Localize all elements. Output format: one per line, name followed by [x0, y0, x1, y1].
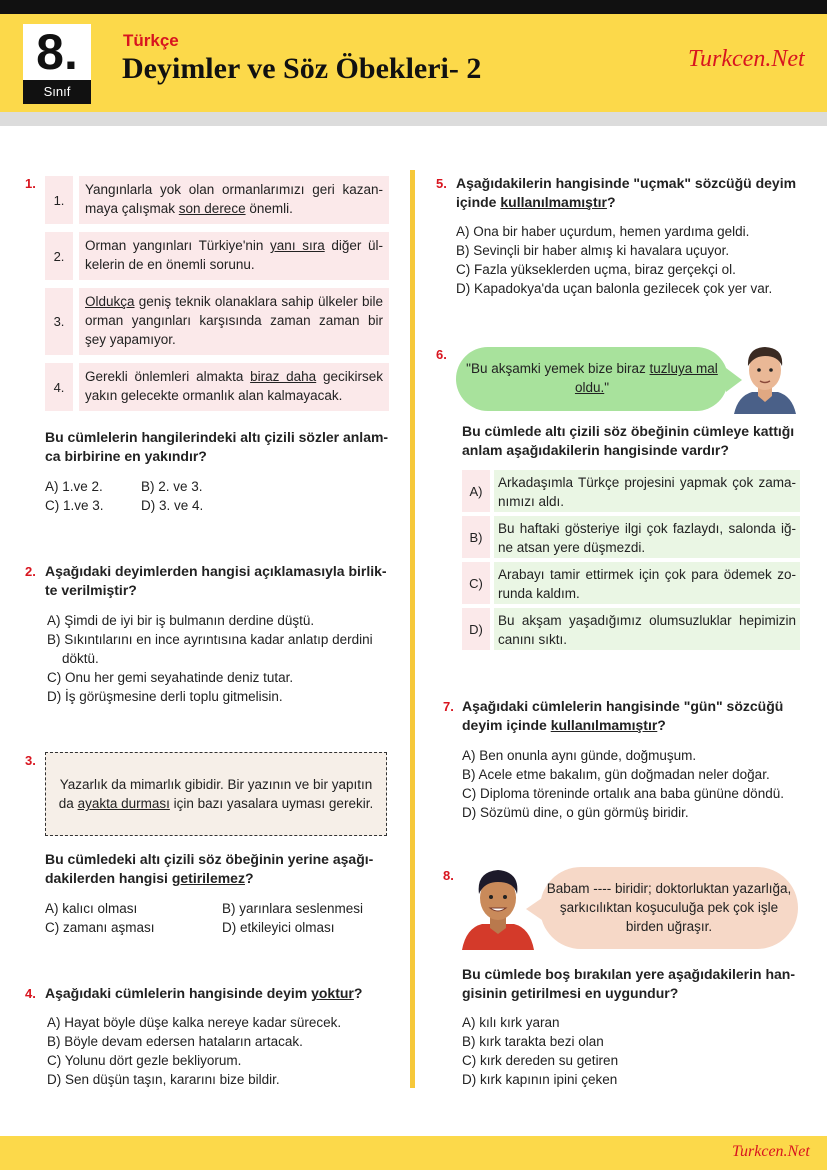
q1-question: Bu cümlelerin hangilerindeki altı çizili sözler anlam-ca birbirine en yakındır?: [45, 429, 389, 464]
column-divider: [410, 170, 415, 1088]
question-number: 7.: [443, 699, 454, 714]
q7-options: [462, 746, 784, 822]
option-text: Arabayı tamir ettirmek için çok para ödemek zo-runda kaldım.: [494, 562, 800, 604]
q7-option-a[interactable]: A) Ben onunla aynı günde, doğmuşum.: [462, 748, 697, 763]
question-number: 8.: [443, 868, 454, 883]
q6-option-a[interactable]: [462, 470, 800, 512]
q7-option-c[interactable]: C) Diploma töreninde ortalık ana baba gününe döndü.: [462, 786, 784, 801]
row-number: 3.: [45, 288, 73, 355]
q7-question: Aşağıdaki cümlelerin hangisinde "gün" sözcüğü deyim içinde kullanılmamıştır?: [462, 698, 784, 733]
row-text: Oldukça geniş teknik olanaklara sahip ülkeler bile orman yangınları karşısında zaman zaman bir şey yapamıyor.: [79, 288, 389, 355]
q4-option-c[interactable]: C) Yolunu dört gezle bekliyorum.: [47, 1053, 242, 1068]
speech-bubble-tail: [526, 898, 542, 920]
question-number: 6.: [436, 347, 447, 362]
question-number: 4.: [25, 986, 36, 1001]
q6-option-c[interactable]: [462, 562, 800, 604]
q1-option-c[interactable]: C) 1.ve 3.: [45, 498, 104, 513]
q4-option-a[interactable]: A) Hayat böyle düşe kalka nereye kadar sürecek.: [47, 1015, 342, 1030]
man-avatar-icon: [730, 342, 800, 414]
question-number: 5.: [436, 176, 447, 191]
q2-options: [47, 611, 373, 706]
q1-option-a[interactable]: A) 1.ve 2.: [45, 479, 103, 494]
top-bar: [0, 0, 827, 14]
q3-passage: Yazarlık da mimarlık gibidir. Bir yazının ve bir yapıtın da ayakta durması için bazı yasalara uyması gerekir.: [45, 752, 387, 836]
page-title: Deyimler ve Söz Öbekleri- 2: [122, 52, 482, 85]
brand-logo: Turkcen.Net: [688, 46, 805, 72]
q6-option-b[interactable]: [462, 516, 800, 558]
row-number: 2.: [45, 232, 73, 280]
q1-row-3: [45, 288, 389, 355]
q3-option-b[interactable]: B) yarınlara seslenmesi: [222, 901, 364, 916]
option-letter: C): [462, 562, 490, 604]
q1-row-2: [45, 232, 389, 280]
q1-option-d[interactable]: D) 3. ve 4.: [141, 498, 204, 513]
grade-badge: [23, 24, 91, 104]
q4-options: [47, 1013, 341, 1089]
row-number: 4.: [45, 363, 73, 411]
row-text: Orman yangınları Türkiye'nin yanı sıra diğer ül-kelerin de en önemli sorunu.: [79, 232, 389, 280]
q2-question: Aşağıdaki deyimlerden hangisi açıklamasıyla birlik-te verilmiştir?: [45, 563, 387, 598]
option-text: Arkadaşımla Türkçe projesini yapmak çok zama-nımızı aldı.: [494, 470, 800, 512]
q5-question: Aşağıdakilerin hangisinde "uçmak" sözcüğü deyim içinde kullanılmamıştır?: [456, 175, 797, 210]
row-text: Yangınlarla yok olan ormanlarımızı geri kazan-maya çalışmak son derece önemli.: [79, 176, 389, 224]
question-number: 3.: [25, 753, 36, 768]
q4-option-b[interactable]: B) Böyle devam edersen hataların artacak.: [47, 1034, 303, 1049]
grade-label: Sınıf: [23, 80, 91, 104]
q8-question: Bu cümlede boş bırakılan yere aşağıdakilerin han-gisinin getirilmesi en uygundur?: [462, 966, 796, 1001]
q5-option-b[interactable]: B) Sevinçli bir haber almış ki havalara uçuyor.: [456, 243, 730, 258]
q3-option-c[interactable]: C) zamanı aşması: [45, 920, 155, 935]
q6-option-d[interactable]: [462, 608, 800, 650]
question-number: 1.: [25, 176, 36, 191]
q2-option-b-cont[interactable]: döktü.: [62, 651, 99, 666]
q1-row-4: [45, 363, 389, 411]
q4-question: Aşağıdaki cümlelerin hangisinde deyim yoktur?: [45, 985, 363, 1001]
q1-row-1: [45, 176, 389, 224]
q3-option-d[interactable]: D) etkileyici olması: [222, 920, 335, 935]
option-letter: A): [462, 470, 490, 512]
row-text: Gerekli önlemleri almakta biraz daha gecikirsek yakın gelecekte ormanlık alan kalmayacak.: [79, 363, 389, 411]
q2-option-b[interactable]: B) Sıkıntılarını en ince ayrıntısına kadar anlatıp derdini: [47, 632, 373, 647]
q4-option-d[interactable]: D) Sen düşün taşın, kararını bize bildir.: [47, 1072, 280, 1087]
q2-option-d[interactable]: D) İş görüşmesine derli toplu gitmelisin.: [47, 689, 283, 704]
footer: [0, 1136, 827, 1170]
q8-option-d[interactable]: D) kırk kapının ipini çeken: [462, 1072, 618, 1087]
q7-option-b[interactable]: B) Acele etme bakalım, gün doğmadan neler doğar.: [462, 767, 770, 782]
q5-option-a[interactable]: A) Ona bir haber uçurdum, hemen yardıma geldi.: [456, 224, 750, 239]
q8-option-b[interactable]: B) kırk tarakta bezi olan: [462, 1034, 604, 1049]
option-letter: D): [462, 608, 490, 650]
option-letter: B): [462, 516, 490, 558]
subject-label: Türkçe: [123, 31, 179, 50]
speech-bubble: "Bu akşamki yemek bize biraz tuzluya mal oldu.": [456, 347, 728, 411]
q5-option-c[interactable]: C) Fazla yükseklerden uçma, biraz gerçekçi ol.: [456, 262, 736, 277]
option-text: Bu haftaki gösteriye ilgi çok fazlaydı, salonda iğ-ne atsan yere düşmezdi.: [494, 516, 800, 558]
q8-option-c[interactable]: C) kırk dereden su getiren: [462, 1053, 619, 1068]
question-number: 2.: [25, 564, 36, 579]
grade-number: 8.: [36, 24, 78, 80]
option-text: Bu akşam yaşadığımız olumsuzluklar hepimizin canını sıktı.: [494, 608, 800, 650]
q6-question: Bu cümlede altı çizili söz öbeğinin cümleye kattığı anlam aşağıdakilerin hangisinde vardır?: [462, 423, 795, 458]
q2-option-c[interactable]: C) Onu her gemi seyahatinde deniz tutar.: [47, 670, 294, 685]
q5-option-d[interactable]: D) Kapadokya'da uçan balonla gezilecek çok yer var.: [456, 281, 773, 296]
row-number: 1.: [45, 176, 73, 224]
header-divider: [0, 112, 827, 126]
q2-option-a[interactable]: A) Şimdi de iyi bir iş bulmanın derdine düştü.: [47, 613, 315, 628]
footer-logo: Turkcen.Net: [732, 1143, 810, 1160]
q1-option-b[interactable]: B) 2. ve 3.: [141, 479, 203, 494]
q7-option-d[interactable]: D) Sözümü dine, o gün görmüş biridir.: [462, 805, 689, 820]
boy-avatar-icon: [460, 864, 536, 950]
q8-option-a[interactable]: A) kılı kırk yaran: [462, 1015, 560, 1030]
q8-options: [462, 1013, 618, 1089]
speech-bubble: Babam ---- biridir; doktorluktan yazarlığa, şarkıcılıktan koşuculuğa pek çok işle birden uğraşır.: [540, 867, 798, 949]
q5-options: [456, 222, 772, 298]
q3-question: Bu cümledeki altı çizili söz öbeğinin yerine aşağı-dakilerden hangisi getirilemez?: [45, 851, 374, 886]
q3-option-a[interactable]: A) kalıcı olması: [45, 901, 138, 916]
